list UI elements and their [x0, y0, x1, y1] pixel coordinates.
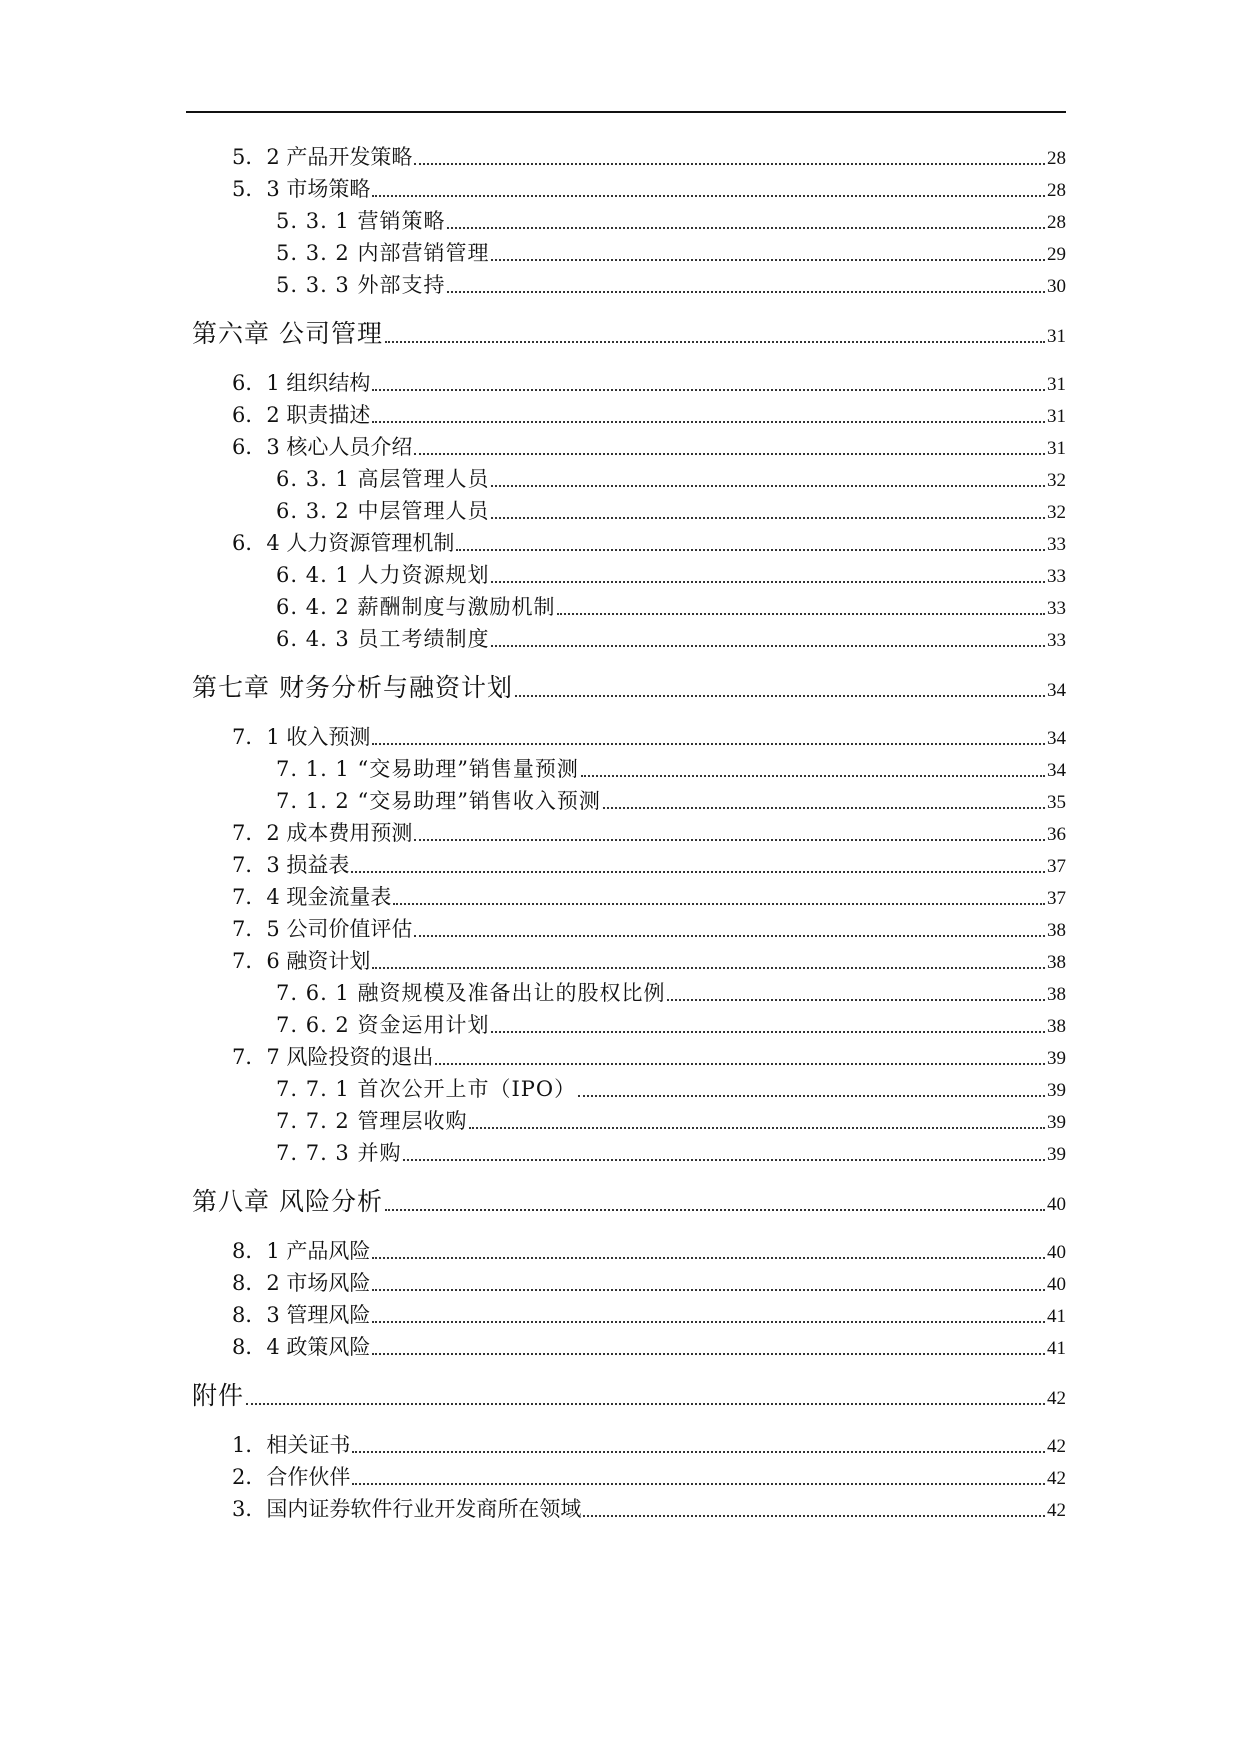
toc-entry[interactable] — [232, 1047, 1066, 1068]
toc-entry-page: 35 — [1047, 792, 1066, 813]
toc-entry-label: 7. 7. 2 管理层收购 — [276, 1109, 468, 1133]
dot-leader — [491, 645, 1045, 647]
dot-leader — [372, 389, 1045, 391]
toc-chapter-entry[interactable] — [192, 675, 1066, 700]
toc-entry-label: 第七章 财务分析与融资计划 — [192, 673, 513, 702]
dot-leader — [414, 163, 1045, 165]
toc-entry-page: 36 — [1047, 824, 1066, 845]
dot-leader — [456, 549, 1045, 551]
dot-leader — [385, 1209, 1045, 1211]
dot-leader — [578, 1095, 1045, 1097]
dot-leader — [583, 1515, 1045, 1517]
toc-entry-label: 1．相关证书 — [232, 1433, 351, 1457]
toc-entry[interactable] — [232, 1273, 1066, 1294]
dot-leader — [393, 903, 1045, 905]
dot-leader — [351, 871, 1045, 873]
toc-entry-page: 32 — [1047, 502, 1066, 523]
toc-entry[interactable] — [276, 211, 1066, 232]
toc-entry-label: 5．2 产品开发策略 — [232, 145, 413, 169]
dot-leader — [447, 291, 1045, 293]
toc-entry-page: 33 — [1047, 566, 1066, 587]
toc-entry-page: 39 — [1047, 1144, 1066, 1165]
toc-entry-page: 31 — [1047, 406, 1066, 427]
toc-entry-label: 6. 4. 2 薪酬制度与激励机制 — [276, 595, 556, 619]
toc-entry-label: 5. 3. 2 内部营销管理 — [276, 241, 490, 265]
dot-leader — [414, 839, 1045, 841]
toc-entry[interactable] — [232, 1499, 1066, 1520]
toc-entry-label: 6．3 核心人员介绍 — [232, 435, 413, 459]
toc-entry-label: 7. 7. 1 首次公开上市（IPO） — [276, 1077, 577, 1101]
toc-entry-page: 31 — [1047, 374, 1066, 395]
toc-entry-page: 28 — [1047, 180, 1066, 201]
toc-entry-label: 5. 3. 1 营销策略 — [276, 209, 446, 233]
toc-entry-page: 34 — [1047, 760, 1066, 781]
dot-leader — [447, 227, 1045, 229]
dot-leader — [469, 1127, 1045, 1129]
toc-entry-label: 7．5 公司价值评估 — [232, 917, 413, 941]
toc-entry-label: 3．国内证券软件行业开发商所在领域 — [232, 1497, 582, 1521]
toc-entry[interactable] — [276, 759, 1066, 780]
toc-entry[interactable] — [232, 405, 1066, 426]
toc-entry-page: 42 — [1047, 1388, 1066, 1409]
toc-entry-page: 37 — [1047, 888, 1066, 909]
toc-entry-page: 28 — [1047, 212, 1066, 233]
toc-entry-page: 28 — [1047, 148, 1066, 169]
dot-leader — [372, 1257, 1045, 1259]
toc-entry[interactable] — [276, 629, 1066, 650]
toc-entry-page: 42 — [1047, 1436, 1066, 1457]
dot-leader — [414, 935, 1045, 937]
toc-entry[interactable] — [276, 1079, 1066, 1100]
toc-entry-page: 33 — [1047, 598, 1066, 619]
toc-entry-label: 6. 3. 1 高层管理人员 — [276, 467, 490, 491]
dot-leader — [491, 259, 1045, 261]
toc-entry-label: 第六章 公司管理 — [192, 319, 383, 348]
toc-entry[interactable] — [232, 373, 1066, 394]
toc-entry-page: 38 — [1047, 1016, 1066, 1037]
toc-entry[interactable] — [276, 791, 1066, 812]
dot-leader — [385, 341, 1045, 343]
dot-leader — [491, 485, 1045, 487]
toc-entry[interactable] — [276, 1111, 1066, 1132]
toc-entry-label: 第八章 风险分析 — [192, 1187, 383, 1216]
toc-entry[interactable] — [232, 1435, 1066, 1456]
toc-entry-page: 42 — [1047, 1500, 1066, 1521]
toc-entry-page: 29 — [1047, 244, 1066, 265]
toc-entry-page: 31 — [1047, 326, 1066, 347]
dot-leader — [372, 1353, 1045, 1355]
toc-entry[interactable] — [232, 855, 1066, 876]
dot-leader — [603, 807, 1045, 809]
toc-entry-page: 37 — [1047, 856, 1066, 877]
dot-leader — [403, 1159, 1045, 1161]
dot-leader — [491, 517, 1045, 519]
toc-entry[interactable] — [276, 1143, 1066, 1164]
dot-leader — [352, 1451, 1045, 1453]
toc-entry-page: 39 — [1047, 1112, 1066, 1133]
toc-entry[interactable] — [232, 1467, 1066, 1488]
toc-entry-page: 41 — [1047, 1306, 1066, 1327]
toc-entry[interactable] — [232, 179, 1066, 200]
dot-leader — [435, 1063, 1045, 1065]
toc-entry-page: 40 — [1047, 1242, 1066, 1263]
toc-entry-label: 7．4 现金流量表 — [232, 885, 392, 909]
toc-entry-label: 7．2 成本费用预测 — [232, 821, 413, 845]
dot-leader — [352, 1483, 1045, 1485]
toc-entry-page: 39 — [1047, 1080, 1066, 1101]
toc-entry[interactable] — [276, 275, 1066, 296]
dot-leader — [372, 1321, 1045, 1323]
toc-entry-page: 33 — [1047, 534, 1066, 555]
toc-entry-label: 2．合作伙伴 — [232, 1465, 351, 1489]
toc-entry-label: 7．3 损益表 — [232, 853, 350, 877]
toc-entry[interactable] — [232, 147, 1066, 168]
toc-entry[interactable] — [232, 823, 1066, 844]
toc-entry-label: 7．7 风险投资的退出 — [232, 1045, 434, 1069]
dot-leader — [372, 421, 1045, 423]
dot-leader — [667, 999, 1045, 1001]
toc-entry-label: 8．1 产品风险 — [232, 1239, 371, 1263]
toc-chapter-entry[interactable] — [192, 321, 1066, 346]
dot-leader — [491, 1031, 1045, 1033]
toc-entry[interactable] — [276, 983, 1066, 1004]
dot-leader — [372, 1289, 1045, 1291]
toc-entry[interactable] — [276, 1015, 1066, 1036]
toc-entry[interactable] — [276, 565, 1066, 586]
toc-entry-label: 6．4 人力资源管理机制 — [232, 531, 455, 555]
toc-entry-page: 33 — [1047, 630, 1066, 651]
dot-leader — [414, 453, 1045, 455]
toc-entry-label: 6. 4. 3 员工考绩制度 — [276, 627, 490, 651]
dot-leader — [515, 695, 1045, 697]
toc-entry-label: 8．2 市场风险 — [232, 1271, 371, 1295]
dot-leader — [581, 775, 1045, 777]
dot-leader — [557, 613, 1045, 615]
toc-entry[interactable] — [232, 1337, 1066, 1358]
dot-leader — [372, 743, 1045, 745]
toc-entry-label: 7. 6. 1 融资规模及准备出让的股权比例 — [276, 981, 666, 1005]
toc-entry-label: 6. 3. 2 中层管理人员 — [276, 499, 490, 523]
toc-entry[interactable] — [232, 951, 1066, 972]
toc-entry-page: 41 — [1047, 1338, 1066, 1359]
toc-entry-page: 42 — [1047, 1468, 1066, 1489]
toc-entry-label: 8．4 政策风险 — [232, 1335, 371, 1359]
toc-entry-label: 7. 1. 2 “交易助理”销售收入预测 — [276, 789, 601, 813]
toc-entry-label: 7. 7. 3 并购 — [276, 1141, 402, 1165]
toc-entry[interactable] — [276, 597, 1066, 618]
toc-entry[interactable] — [232, 533, 1066, 554]
toc-entry[interactable] — [276, 243, 1066, 264]
toc-entry[interactable] — [232, 437, 1066, 458]
toc-entry-page: 38 — [1047, 984, 1066, 1005]
toc-entry[interactable] — [276, 501, 1066, 522]
toc-entry-label: 7. 6. 2 资金运用计划 — [276, 1013, 490, 1037]
dot-leader — [372, 195, 1045, 197]
toc-entry-label: 附件 — [192, 1381, 245, 1410]
toc-entry-label: 5．3 市场策略 — [232, 177, 371, 201]
toc-entry-page: 30 — [1047, 276, 1066, 297]
toc-entry-label: 6. 4. 1 人力资源规划 — [276, 563, 490, 587]
dot-leader — [491, 581, 1045, 583]
toc-chapter-entry[interactable] — [192, 1189, 1066, 1214]
toc-entry[interactable] — [232, 1305, 1066, 1326]
toc-entry-label: 7. 1. 1 “交易助理”销售量预测 — [276, 757, 579, 781]
toc-entry[interactable] — [232, 887, 1066, 908]
toc-chapter-entry[interactable] — [192, 1383, 1066, 1408]
toc-entry-page: 40 — [1047, 1274, 1066, 1295]
toc-entry-label: 7．1 收入预测 — [232, 725, 371, 749]
toc-entry[interactable] — [232, 1241, 1066, 1262]
toc-entry[interactable] — [232, 727, 1066, 748]
toc-entry-page: 32 — [1047, 470, 1066, 491]
toc-entry-page: 38 — [1047, 920, 1066, 941]
toc-entry-page: 34 — [1047, 728, 1066, 749]
toc-entry[interactable] — [276, 469, 1066, 490]
toc-entry[interactable] — [232, 919, 1066, 940]
toc-entry-label: 6．1 组织结构 — [232, 371, 371, 395]
toc-entry-page: 40 — [1047, 1194, 1066, 1215]
toc-entry-label: 5. 3. 3 外部支持 — [276, 273, 446, 297]
dot-leader — [246, 1403, 1045, 1405]
toc-entry-label: 6．2 职责描述 — [232, 403, 371, 427]
toc-entry-label: 7．6 融资计划 — [232, 949, 371, 973]
toc-entry-page: 38 — [1047, 952, 1066, 973]
toc-entry-page: 39 — [1047, 1048, 1066, 1069]
toc-entry-page: 31 — [1047, 438, 1066, 459]
dot-leader — [372, 967, 1045, 969]
toc-entry-label: 8．3 管理风险 — [232, 1303, 371, 1327]
toc-entry-page: 34 — [1047, 680, 1066, 701]
